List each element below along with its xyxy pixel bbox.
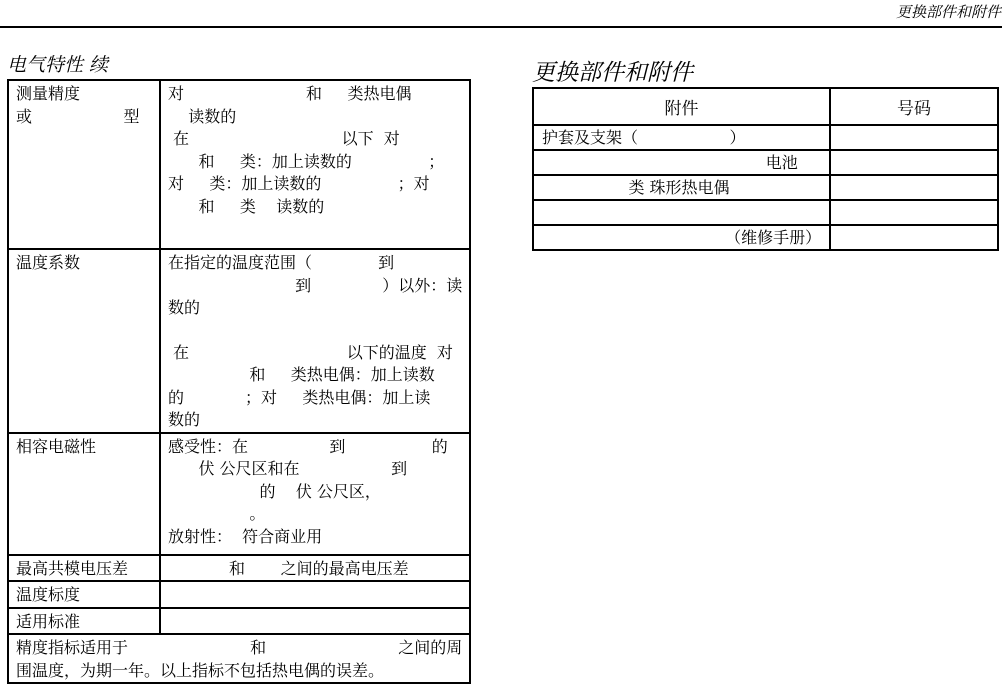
row-label: 温度系数 (8, 249, 160, 433)
row-label: 最高共模电压差 (8, 555, 160, 582)
table-header-row (533, 88, 998, 125)
row-label: 温度标度 (8, 581, 160, 608)
part-number-cell (830, 200, 998, 225)
table-row (533, 225, 998, 250)
accessory-cell: 电池 (533, 150, 830, 175)
row-description (160, 581, 470, 608)
part-number-cell (830, 175, 998, 200)
accessories-table (532, 87, 999, 251)
row-description (160, 608, 470, 635)
row-label: 相容电磁性 (8, 433, 160, 555)
part-number-cell (830, 125, 998, 150)
table-row (8, 249, 470, 433)
table-row (8, 608, 470, 635)
column-header-accessory: 附件 (533, 88, 830, 125)
accessory-cell: （维修手册） (533, 225, 830, 250)
accessory-cell (533, 200, 830, 225)
row-description: 和 之间的最高电压差 (160, 555, 470, 582)
part-number-cell (830, 225, 998, 250)
table-row (8, 634, 470, 683)
row-description: 感受性：在 到 的 伏 公尺区和在 到 的 伏 公尺区， 。 放射性： 符合商业用 (160, 433, 470, 555)
table-row (8, 433, 470, 555)
electrical-specs-table (7, 79, 471, 684)
table-row (533, 200, 998, 225)
header-rule (0, 26, 1002, 28)
column-header-part-number: 号码 (830, 88, 998, 125)
table-row (8, 555, 470, 582)
table-row (533, 125, 998, 150)
section-title: 电气特性 续 (7, 54, 109, 76)
accessory-cell: 护套及支架（ ） (533, 125, 830, 150)
row-description: 对 和 类热电偶 读数的 在 以下 对 和 类：加上读数的 ； 对 类：加上读数的 ；对 和 类 读数的 (160, 80, 470, 249)
table-row (8, 80, 470, 249)
page-title: 更换部件和附件 (532, 60, 693, 86)
footnote: 精度指标适用于 和 之间的周 围温度，为期一年。以上指标不包括热电偶的误差。 (8, 634, 470, 683)
row-label: 适用标准 (8, 608, 160, 635)
table-row (533, 175, 998, 200)
accessory-cell: 类 珠形热电偶 (533, 175, 830, 200)
row-label: 测量精度 或 型 (8, 80, 160, 249)
row-description: 在指定的温度范围（ 到 到 ）以外：读 数的 在 以下的温度 对 和 类热电偶：加上读数 的 ；对 类热电偶：加上读 数的 (160, 249, 470, 433)
running-header: 更换部件和附件 (895, 3, 1001, 21)
table-row (533, 150, 998, 175)
part-number-cell (830, 150, 998, 175)
table-row (8, 581, 470, 608)
